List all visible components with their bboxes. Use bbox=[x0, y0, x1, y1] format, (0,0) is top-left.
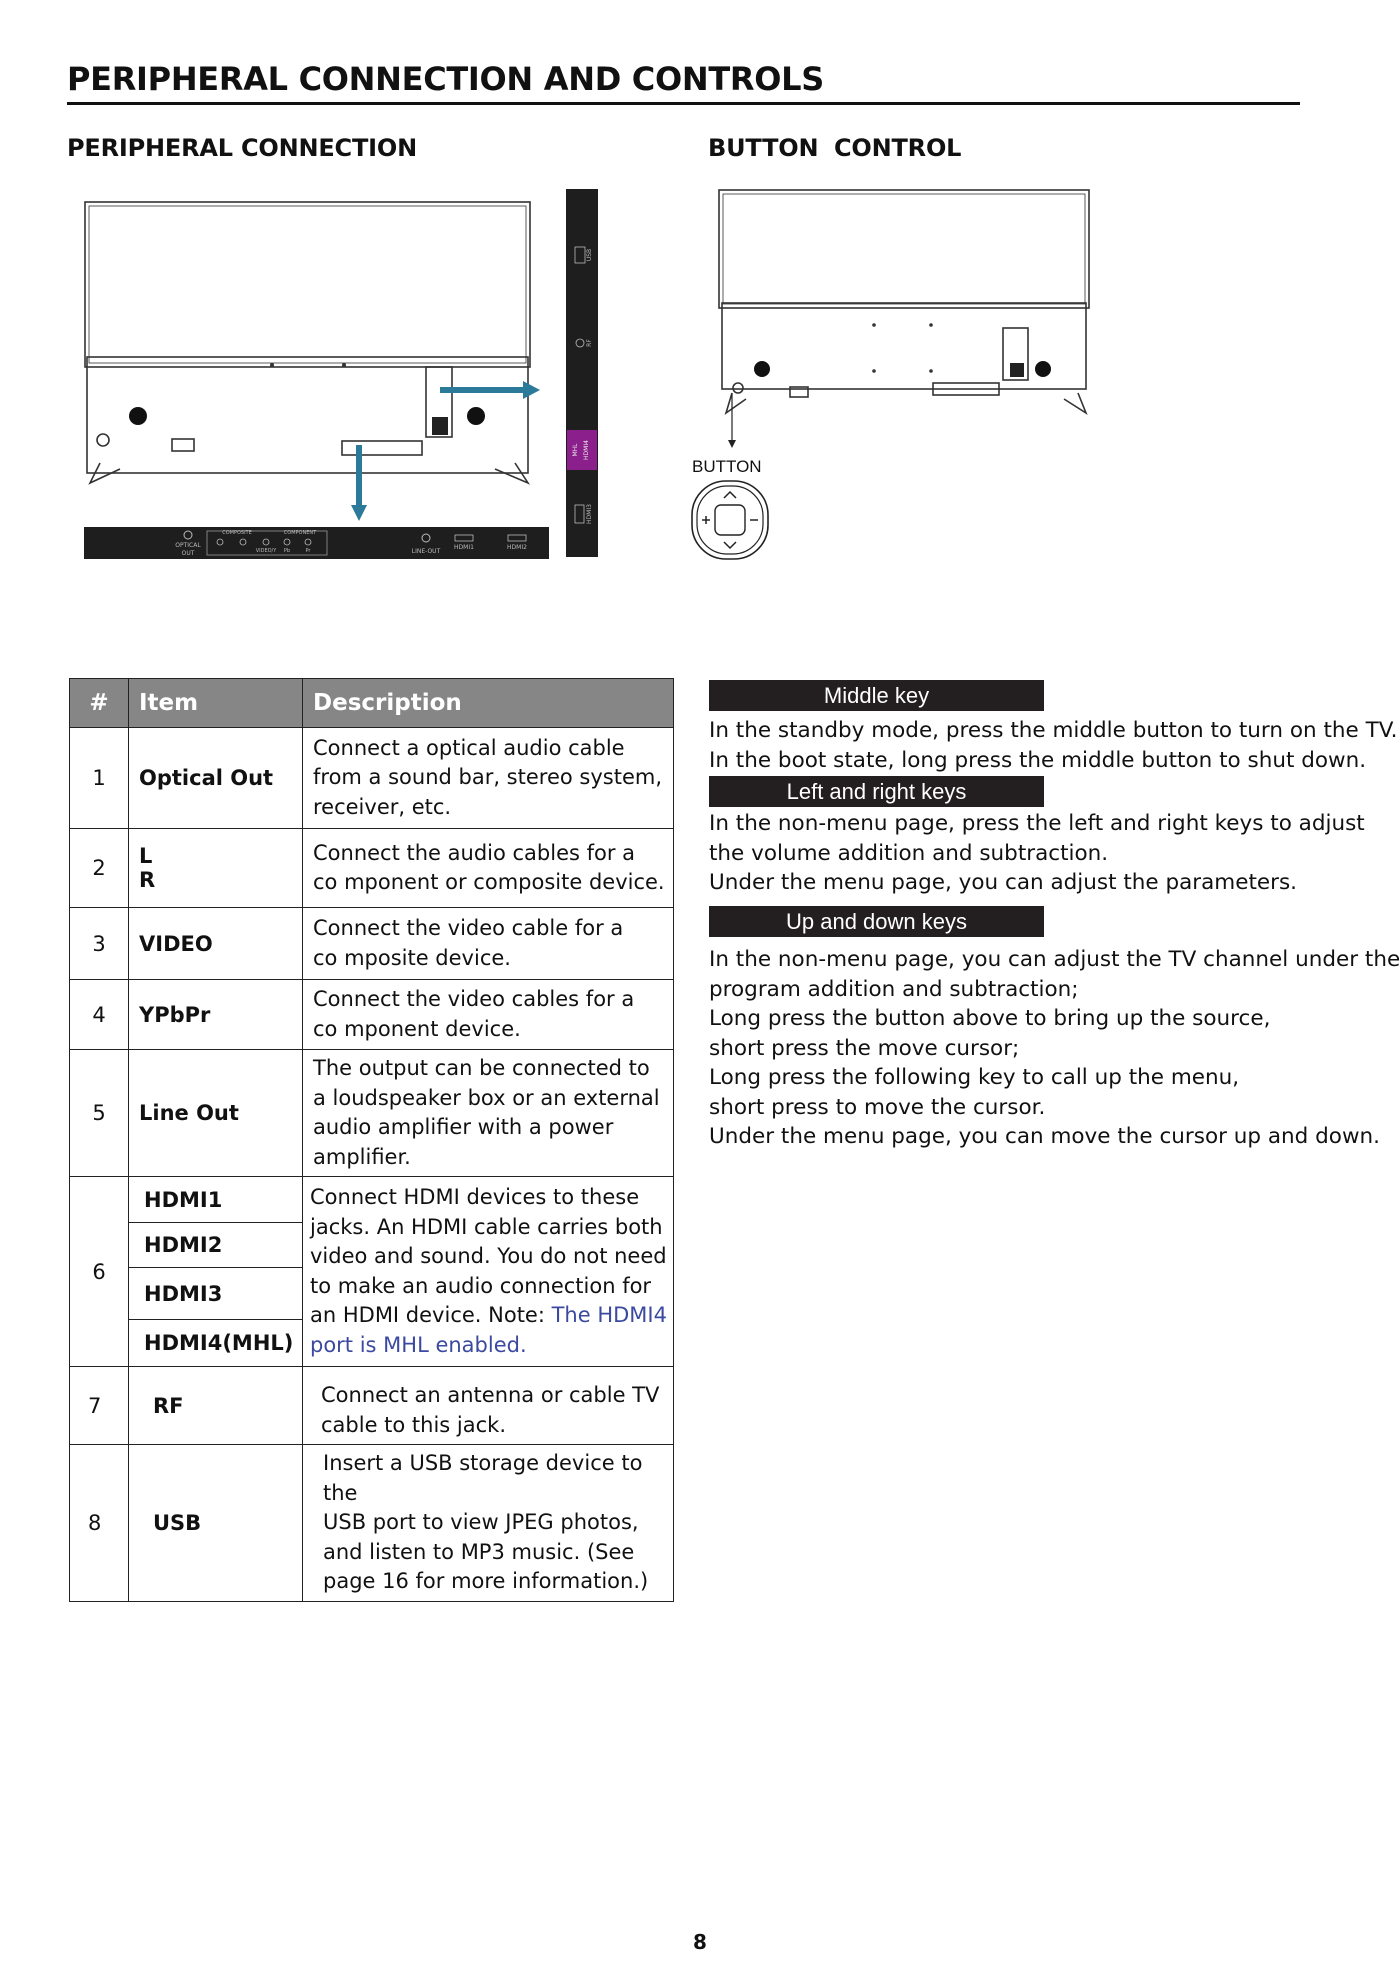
desc-line: Connect HDMI devices to these bbox=[310, 1185, 640, 1209]
item-l: L bbox=[139, 844, 153, 868]
button-control-heading-1: BUTTON bbox=[708, 134, 819, 162]
row-num: 1 bbox=[70, 728, 129, 829]
desc-line: The output can be connected to bbox=[313, 1056, 650, 1080]
row-num: 6 bbox=[70, 1177, 129, 1367]
text-line: In the standby mode, press the middle button to turn on the TV. bbox=[709, 718, 1398, 743]
control-button-location bbox=[733, 383, 743, 393]
text-line: In the non-menu page, press the left and right keys to adjust bbox=[709, 811, 1365, 836]
desc-line: co mponent device. bbox=[313, 1016, 521, 1041]
tv-lower-housing bbox=[722, 303, 1086, 389]
desc-line: to make an audio connection for bbox=[310, 1273, 652, 1298]
table-row bbox=[70, 728, 674, 829]
table-row bbox=[70, 829, 674, 908]
pb-label: Pb bbox=[283, 548, 291, 554]
desc-line: Insert a USB storage device to the bbox=[323, 1451, 643, 1505]
tv-lower-housing bbox=[87, 357, 528, 473]
text-line: short press to move the cursor. bbox=[709, 1094, 1046, 1120]
speaker-left bbox=[754, 361, 770, 377]
speaker-right bbox=[1035, 361, 1051, 377]
text-line: program addition and subtraction; bbox=[709, 976, 1079, 1002]
power-socket-icon bbox=[172, 439, 194, 451]
row-item: YPbPr bbox=[129, 980, 303, 1050]
row-num: 4 bbox=[70, 980, 129, 1050]
col-header-description: Description bbox=[303, 679, 674, 728]
desc-line: Connect the audio cables for a bbox=[313, 840, 636, 865]
desc-line: video and sound. You do not need bbox=[310, 1244, 667, 1268]
row-description bbox=[303, 829, 674, 908]
peripheral-connection-table bbox=[69, 678, 674, 1602]
speaker-right bbox=[467, 407, 485, 425]
row-item-hdmi1: HDMI1 bbox=[129, 1177, 303, 1223]
row-item: USB bbox=[129, 1445, 303, 1602]
left-right-keys-text bbox=[709, 809, 1369, 898]
row-description bbox=[303, 728, 674, 829]
row-item bbox=[129, 829, 303, 908]
bottom-connector-panel bbox=[84, 527, 549, 559]
row-num: 5 bbox=[70, 1050, 129, 1177]
peripheral-connection-heading: PERIPHERAL CONNECTION bbox=[67, 134, 417, 162]
row-item: Optical Out bbox=[129, 728, 303, 829]
tv-rear-connection-diagram bbox=[80, 185, 610, 565]
side-connector-panel bbox=[566, 189, 598, 557]
row-item-hdmi4: HDMI4(MHL) bbox=[129, 1320, 303, 1367]
text-line: the volume addition and subtraction. bbox=[709, 840, 1109, 866]
tv-button-diagram bbox=[686, 185, 1106, 565]
row-num: 8 bbox=[70, 1445, 129, 1602]
mhl-note-continued: port is MHL enabled. bbox=[310, 1332, 527, 1357]
rf-side-label: RF bbox=[586, 339, 593, 347]
desc-line: receiver, etc. bbox=[313, 794, 452, 819]
up-down-keys-text bbox=[709, 945, 1400, 1152]
row-item: RF bbox=[129, 1367, 303, 1445]
button-control-heading-2: CONTROL bbox=[834, 134, 962, 162]
desc-line: Connect the video cable for a bbox=[313, 916, 624, 940]
pr-label: Pr bbox=[305, 548, 311, 554]
table-header-row bbox=[70, 679, 674, 728]
desc-line: USB port to view JPEG photos, bbox=[323, 1510, 639, 1534]
middle-key-text bbox=[709, 716, 1398, 775]
table-row bbox=[70, 980, 674, 1050]
tv-screen-back bbox=[85, 202, 530, 367]
table-row bbox=[70, 908, 674, 980]
row-item: Line Out bbox=[129, 1050, 303, 1177]
table-row bbox=[70, 1367, 674, 1445]
row-num: 7 bbox=[70, 1367, 129, 1445]
text-line: Long press the button above to bring up the source, bbox=[709, 1006, 1271, 1031]
hdmi4-side-label: HDMI4 bbox=[583, 440, 590, 460]
hdmi1-label: HDMI1 bbox=[454, 544, 474, 551]
row-description bbox=[303, 1050, 674, 1177]
component-label: COMPONENT bbox=[283, 530, 317, 536]
video-label: VIDEO/Y bbox=[255, 548, 277, 554]
table-row bbox=[70, 1445, 674, 1602]
text-line: Long press the following key to call up the menu, bbox=[709, 1065, 1240, 1090]
desc-line: and listen to MP3 music. (See bbox=[323, 1539, 635, 1564]
row-description bbox=[303, 1367, 674, 1445]
desc-line: co mponent or composite device. bbox=[313, 870, 665, 894]
row-num: 3 bbox=[70, 908, 129, 980]
text-line: In the boot state, long press the middle button to shut down. bbox=[709, 747, 1367, 773]
text-line: short press the move cursor; bbox=[709, 1035, 1020, 1061]
speaker-left bbox=[129, 407, 147, 425]
left-right-keys-heading: Left and right keys bbox=[709, 776, 1044, 807]
text-line: Under the menu page, you can move the cursor up and down. bbox=[709, 1124, 1381, 1149]
control-button-icon bbox=[97, 434, 109, 446]
desc-line: a loudspeaker box or an external bbox=[313, 1085, 660, 1110]
row-description bbox=[303, 1177, 674, 1367]
desc-line: Connect an antenna or cable TV bbox=[321, 1383, 660, 1407]
row-num: 2 bbox=[70, 829, 129, 908]
up-down-keys-heading: Up and down keys bbox=[709, 906, 1044, 937]
col-header-item: Item bbox=[129, 679, 303, 728]
tv-screen-back bbox=[719, 190, 1089, 308]
text-line: In the non-menu page, you can adjust the TV channel under the bbox=[709, 947, 1400, 972]
row-item: VIDEO bbox=[129, 908, 303, 980]
row-description bbox=[303, 1445, 674, 1602]
line-out-label: LINE-OUT bbox=[411, 548, 441, 555]
row-description bbox=[303, 908, 674, 980]
optical-label: OPTICAL bbox=[175, 542, 201, 549]
middle-key-heading: Middle key bbox=[709, 680, 1044, 711]
text-line: Under the menu page, you can adjust the parameters. bbox=[709, 870, 1297, 895]
button-label: BUTTON bbox=[692, 457, 762, 476]
composite-label: COMPOSITE bbox=[222, 530, 252, 536]
hdmi3-side-label: HDMI3 bbox=[586, 504, 593, 524]
usb-side-label: USB bbox=[586, 248, 593, 262]
item-r: R bbox=[139, 868, 156, 892]
optical-out-label: OUT bbox=[181, 550, 195, 557]
table-row bbox=[70, 1177, 674, 1223]
hdmi2-label: HDMI2 bbox=[507, 544, 527, 551]
button-pad-icon bbox=[692, 481, 768, 559]
desc-line: amplifier. bbox=[313, 1144, 411, 1169]
page-title: PERIPHERAL CONNECTION AND CONTROLS bbox=[67, 60, 1300, 105]
row-description bbox=[303, 980, 674, 1050]
desc-line: page 16 for more information.) bbox=[323, 1569, 649, 1593]
desc-line: audio amplifier with a power bbox=[313, 1115, 614, 1139]
page-number: 8 bbox=[693, 1930, 707, 1954]
desc-line: jacks. An HDMI cable carries both bbox=[310, 1214, 663, 1239]
bottom-port-block bbox=[342, 441, 422, 455]
row-item-hdmi3: HDMI3 bbox=[129, 1268, 303, 1320]
row-item-hdmi2: HDMI2 bbox=[129, 1223, 303, 1268]
desc-line bbox=[310, 1301, 667, 1331]
col-header-num: # bbox=[70, 679, 129, 728]
desc-line: Connect the video cables for a bbox=[313, 987, 635, 1011]
desc-line: from a sound bar, stereo system, bbox=[313, 765, 662, 790]
desc-line: Connect a optical audio cable bbox=[313, 735, 625, 760]
desc-line: co mposite device. bbox=[313, 945, 511, 970]
desc-line: cable to this jack. bbox=[321, 1412, 507, 1437]
note-prefix: an HDMI device. Note: bbox=[310, 1303, 552, 1327]
mhl-note: The HDMI4 bbox=[551, 1303, 667, 1327]
mhl-side-label: MHL bbox=[572, 443, 579, 457]
table-row bbox=[70, 1050, 674, 1177]
